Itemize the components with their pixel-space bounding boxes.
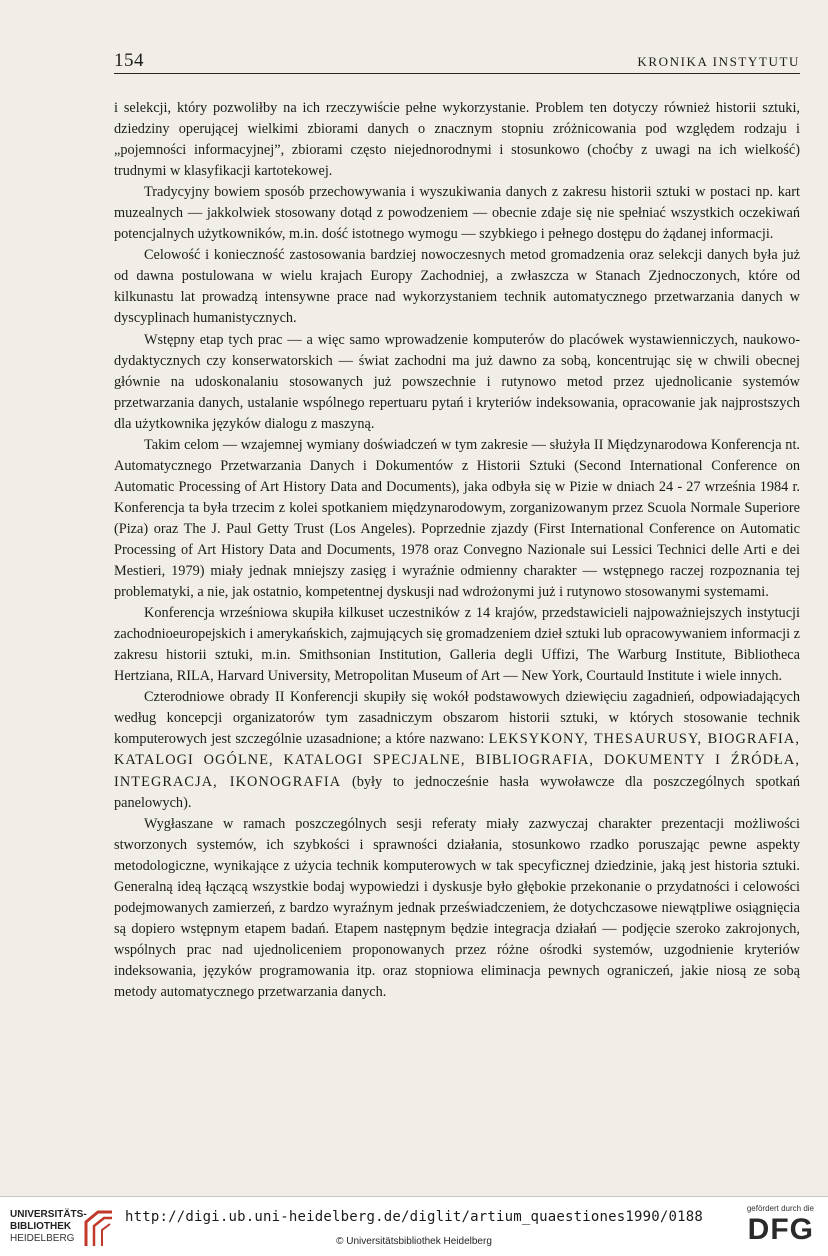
funder-logo[interactable]: [732, 1204, 814, 1252]
paragraph-3: Celowość i konieczność zastosowania bardziej nowoczesnych metod gromadzenia oraz selekcji danych była już od dawna postulowana w wielu krajach Europy Zachodniej, a zwłaszcza w Stanach Zjednoczonych, które od kilkunastu lat prowadzą intensywne prace nad wykorzystaniem technik automatycznego przetwarzania danych w dyscyplinach humanistycznych.: [114, 247, 800, 327]
digitization-footer: [0, 1196, 828, 1256]
library-name-line-1: UNIVERSITÄTS-: [10, 1209, 87, 1220]
paragraph-2: Tradycyjny bowiem sposób przechowywania i wyszukiwania danych z zakresu historii sztuki w postaci np. kart muzealnych — jakkolwiek stosowany dotąd z powodzeniem — obecnie zdaje się nie spełniać wszystkich oczekiwań potencjalnych użytkowników, m.in. dość istotnego wymogu — szybkiego i pełnego dostępu do żądanej informacji.: [114, 184, 800, 243]
dfg-logo-text: DFG: [747, 1213, 814, 1246]
funder-caption: gefördert durch die: [746, 1204, 814, 1213]
paragraph-7-lead: Czterodniowe obrady II Konferencji skupiły się wokół podstawowych dziewięciu zagadnień, odpowiadających według koncepcji organizatorów tym zasadniczym obszarom historii sztuki, w których stosowanie technik komputerowych jest szczególnie uzasadnione; a które nazwano:: [114, 689, 800, 748]
copyright-notice: © Universitätsbibliothek Heidelberg: [336, 1236, 492, 1247]
source-url-link[interactable]: http://digi.ub.uni-heidelberg.de/diglit/artium_quaestiones1990/0188: [124, 1209, 704, 1225]
paragraph-1: i selekcji, który pozwoliłby na ich rzeczywiście pełne wykorzystanie. Problem ten dotyczy również historii sztuki, dziedziny operującej wielkimi zbiorami danych o znacznym stopniu zróżnicowania pod względem rodzaju i „pojemności informacyjnej”, zbiorami często niejednorodnymi i stosunkowo (choćby z uwagi na ich wielkość) trudnymi w klasyfikacji kartotekowej.: [114, 100, 800, 180]
header-rule: [114, 73, 800, 74]
paragraph-4: Wstępny etap tych prac — a więc samo wprowadzenie komputerów do placówek wystawienniczych, naukowo-dydaktycznych czy konserwatorskich — świat zachodni ma już dawno za sobą, koncentrując się w chwili obecnej głównie na udoskonalaniu stosowanych już powszechnie i rutynowo metod przez ujednolicanie systemów przetwarzania danych, ustalanie wspólnego repertuaru pytań i kryteriów indeksowania, opracowanie jak najprostszych dla użytkownika języków dialogu z maszyną.: [114, 331, 800, 432]
page-number: 154: [114, 50, 144, 71]
library-name-line-2: BIBLIOTHEK: [10, 1221, 72, 1232]
paragraph-7-tail: (były to jednocześnie hasła wywoławcze dla poszczególnych spotkań panelowych).: [114, 773, 800, 811]
paragraph-6: Konferencja wrześniowa skupiła kilkuset uczestników z 14 krajów, przedstawicieli najpoważniejszych instytucji zachodnioeuropejskich i amerykańskich, zajmujących się gromadzeniem dzieł sztuki lub opracowywaniem informacji z zakresu historii sztuki, m.in. Smithsonian Institution, Galleria degli Uffizi, The Warburg Institute, Bibliotheca Hertziana, RILA, Harvard University, Metropolitan Museum of Art — New York, Courtauld Institute i wiele innych.: [114, 605, 800, 685]
library-name-line-3: HEIDELBERG: [10, 1233, 75, 1244]
paragraph-7: [114, 687, 800, 813]
paragraph-8: Wygłaszane w ramach poszczególnych sesji referaty miały zazwyczaj charakter prezentacji możliwości stworzonych systemów, ich szybkości i sprawności działania, stosunkowo rzadko poruszając pewne aspekty metodologiczne, wynikające z użycia technik komputerowych w tak specyficznej dziedzinie, jaką jest historia sztuki. Generalną ideą łączącą wszystkie bodaj wypowiedzi i dyskusje było głębokie przekonanie o przydatności i celowości podejmowanych zamierzeń, z bardzo wyraźnym jednak przeświadczeniem, że dotychczasowe niewątpliwe osiągnięcia są dopiero wstępnym etapem badań. Etapem następnym będzie integracja działań — podjęcie szeroko zakrojonych, wspólnych prac nad ujednoliceniem proponowanych przez różne ośrodki systemów, uzgodnienie kryteriów indeksowania, języków programowania itp. oraz stopniowa eliminacja pewnych ograniczeń, jakie niosą ze sobą metody automatycznego przetwarzania danych.: [114, 815, 800, 1000]
paragraph-5: Takim celom — wzajemnej wymiany doświadczeń w tym zakresie — służyła II Międzynarodowa Konferencja nt. Automatycznego Przetwarzania Danych i Dokumentów z Historii Sztuki (Second International Conference on Automatic Processing of Art History Data and Documents), jaka odbyła się w Pizie w dniach 24 - 27 września 1984 r. Konferencja ta była trzecim z kolei spotkaniem międzynarodowym, zorganizowanym przez Scuola Normale Superiore (Piza) oraz The J. Paul Getty Trust (Los Angeles). Poprzednie zjazdy (First International Conference on Automatic Processing of Art History Data and Documents, 1978 oraz Convegno Nazionale sui Lessici Technici delle Arti e dei Mestieri, 1979) miały jednak mniejszy zasięg i wyraźnie odmienny charakter — wstępnego raczej rozpoznania tej problematyki, a nie, jak ostatnio, kompetentnej dyskusji nad wdrożonymi już i rutynowo stosowanymi systemami.: [114, 436, 800, 601]
footer-rule: [0, 1196, 828, 1197]
article-body: [114, 98, 800, 1003]
page-header: [114, 50, 800, 76]
panel-topics-list: LEKSYKONY, THESAURUSY, BIOGRAFIA, KATALOGI OGÓLNE, KATALOGI SPECJALNE, BIBLIOGRAFIA, DOKUMENTY I ŹRÓDŁA, INTEGRACJA, IKONOGRAFIA: [114, 731, 801, 790]
running-head: KRONIKA INSTYTUTU: [637, 54, 800, 69]
